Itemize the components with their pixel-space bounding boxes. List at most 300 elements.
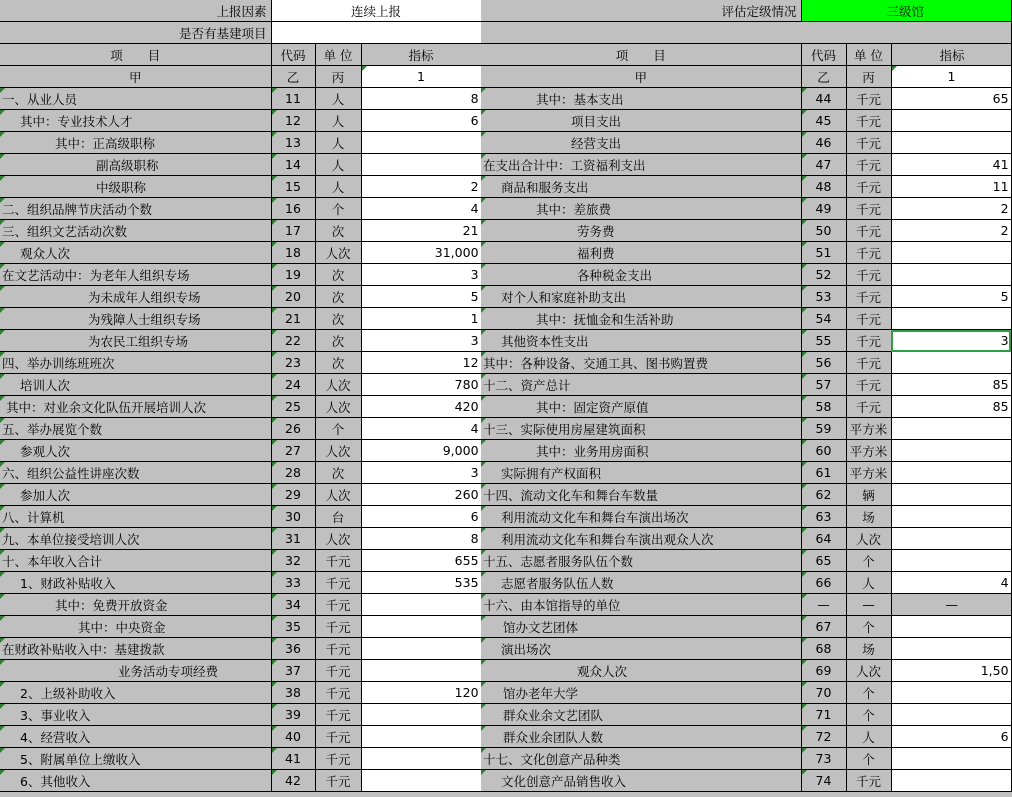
table-row — [481, 528, 1011, 550]
item-code: 38 — [271, 682, 315, 704]
item-value[interactable] — [361, 594, 481, 616]
table-row — [0, 726, 481, 748]
item-value[interactable]: 3 — [361, 462, 481, 484]
item-code: 69 — [801, 660, 846, 682]
item-value[interactable]: 6 — [361, 506, 481, 528]
item-label: 四、举办训练班班次 — [0, 352, 271, 374]
item-unit: 千元 — [315, 726, 361, 748]
item-code: 21 — [271, 308, 315, 330]
item-label: 商品和服务支出 — [481, 176, 801, 198]
item-value[interactable] — [891, 528, 1011, 550]
item-unit: 千元 — [315, 594, 361, 616]
item-value[interactable] — [891, 352, 1011, 374]
table-row — [0, 154, 481, 176]
item-code: 73 — [801, 748, 846, 770]
item-label: 副高级职称 — [0, 154, 271, 176]
item-unit: 千元 — [846, 88, 891, 110]
item-unit: 千元 — [846, 374, 891, 396]
item-label: 利用流动文化车和舞台车演出场次 — [481, 506, 801, 528]
item-label: 九、本单位接受培训人次 — [0, 528, 271, 550]
item-code: 19 — [271, 264, 315, 286]
item-code: 41 — [271, 748, 315, 770]
item-value[interactable]: — — [891, 594, 1011, 616]
table-row — [481, 176, 1011, 198]
item-unit: 千元 — [846, 264, 891, 286]
item-value[interactable] — [891, 418, 1011, 440]
item-value[interactable]: 5 — [361, 286, 481, 308]
item-unit: 个 — [846, 682, 891, 704]
item-label: 劳务费 — [481, 220, 801, 242]
item-unit: 千元 — [846, 176, 891, 198]
header-row-rating — [481, 0, 1011, 22]
item-code: 13 — [271, 132, 315, 154]
item-value[interactable]: 5 — [891, 286, 1011, 308]
item-unit: 人次 — [315, 374, 361, 396]
item-unit: 次 — [315, 462, 361, 484]
table-row — [0, 638, 481, 660]
item-label: 其中：正高级职称 — [0, 132, 271, 154]
item-code: 14 — [271, 154, 315, 176]
table-row — [481, 748, 1011, 770]
right-table — [481, 0, 1012, 792]
table-row — [0, 418, 481, 440]
table-row — [481, 594, 1011, 616]
item-value[interactable]: 12 — [361, 352, 481, 374]
item-label: 十三、实际使用房屋建筑面积 — [481, 418, 801, 440]
item-label: 2、上级补助收入 — [0, 682, 271, 704]
item-code: 61 — [801, 462, 846, 484]
item-code: 32 — [271, 550, 315, 572]
table-row — [0, 528, 481, 550]
item-label: 十、本年收入合计 — [0, 550, 271, 572]
table-row — [481, 440, 1011, 462]
col-item-index: 甲 — [0, 66, 271, 88]
item-label: 5、附属单位上缴收入 — [0, 748, 271, 770]
table-row — [481, 154, 1011, 176]
item-unit: 千元 — [315, 748, 361, 770]
table-row — [481, 220, 1011, 242]
item-value[interactable] — [891, 440, 1011, 462]
table-row — [481, 198, 1011, 220]
column-header-row-right — [481, 44, 1011, 66]
col-item-header: 项 目 — [0, 44, 271, 66]
item-label: 八、计算机 — [0, 506, 271, 528]
item-unit: 人次 — [315, 396, 361, 418]
table-row — [0, 462, 481, 484]
table-row — [0, 682, 481, 704]
capital-project-label: 是否有基建项目 — [0, 22, 271, 44]
table-row — [0, 550, 481, 572]
item-value[interactable] — [361, 616, 481, 638]
item-value[interactable]: 65 — [891, 88, 1011, 110]
item-code: 33 — [271, 572, 315, 594]
item-value[interactable] — [361, 726, 481, 748]
item-label: 6、其他收入 — [0, 770, 271, 792]
item-label: 十二、资产总计 — [481, 374, 801, 396]
table-row — [0, 88, 481, 110]
table-row — [481, 704, 1011, 726]
item-unit: 人次 — [846, 528, 891, 550]
table-row — [0, 660, 481, 682]
item-unit: 千元 — [846, 220, 891, 242]
item-label: 十四、流动文化车和舞台车数量 — [481, 484, 801, 506]
table-row — [481, 396, 1011, 418]
item-code: 40 — [271, 726, 315, 748]
item-code: 25 — [271, 396, 315, 418]
item-unit: 人次 — [315, 528, 361, 550]
item-code: 66 — [801, 572, 846, 594]
item-code: 68 — [801, 638, 846, 660]
item-value[interactable]: 1,50 — [891, 660, 1011, 682]
item-label: 中级职称 — [0, 176, 271, 198]
column-index-row-right — [481, 66, 1011, 88]
item-value[interactable]: 2 — [361, 176, 481, 198]
item-code: 34 — [271, 594, 315, 616]
table-row — [0, 198, 481, 220]
item-code: 67 — [801, 616, 846, 638]
item-code: 48 — [801, 176, 846, 198]
table-row — [481, 132, 1011, 154]
item-value[interactable] — [891, 704, 1011, 726]
item-unit: 人 — [315, 154, 361, 176]
item-unit: 千元 — [315, 682, 361, 704]
left-table — [0, 0, 482, 792]
item-label: 在财政补贴收入中：基建拨款 — [0, 638, 271, 660]
item-code: 64 — [801, 528, 846, 550]
item-label: 福利费 — [481, 242, 801, 264]
item-code: 56 — [801, 352, 846, 374]
table-row — [481, 242, 1011, 264]
item-unit: 人 — [315, 132, 361, 154]
item-unit: 平方米 — [846, 462, 891, 484]
table-row — [0, 506, 481, 528]
item-label: 其中：基本支出 — [481, 88, 801, 110]
report-factor-value[interactable]: 连续上报 — [271, 0, 481, 22]
item-code: 18 — [271, 242, 315, 264]
item-value[interactable]: 120 — [361, 682, 481, 704]
column-index-row — [0, 66, 481, 88]
table-row — [0, 770, 481, 792]
table-row — [0, 286, 481, 308]
item-value[interactable]: 85 — [891, 396, 1011, 418]
item-value[interactable] — [891, 748, 1011, 770]
col-indicator-header: 指标 — [891, 44, 1011, 66]
item-code: 52 — [801, 264, 846, 286]
item-label: 五、举办展览个数 — [0, 418, 271, 440]
item-label: 培训人次 — [0, 374, 271, 396]
item-value[interactable] — [361, 638, 481, 660]
item-unit: 千元 — [315, 572, 361, 594]
item-value[interactable] — [891, 616, 1011, 638]
item-value[interactable]: 3 — [891, 330, 1011, 352]
item-code: 46 — [801, 132, 846, 154]
item-label: 经营支出 — [481, 132, 801, 154]
item-label: 在支出合计中：工资福利支出 — [481, 154, 801, 176]
item-value[interactable] — [891, 638, 1011, 660]
item-label: 各种税金支出 — [481, 264, 801, 286]
item-code: 54 — [801, 308, 846, 330]
item-value[interactable]: 420 — [361, 396, 481, 418]
item-label: 业务活动专项经费 — [0, 660, 271, 682]
table-row — [481, 110, 1011, 132]
rating-value[interactable]: 三级馆 — [801, 0, 1011, 22]
item-unit: 平方米 — [846, 418, 891, 440]
table-row — [0, 572, 481, 594]
item-label: 十七、文化创意产品种类 — [481, 748, 801, 770]
col-indicator-index: 1 — [891, 66, 1011, 88]
item-unit: 千元 — [846, 396, 891, 418]
item-unit: 千元 — [315, 660, 361, 682]
item-value[interactable]: 1 — [361, 308, 481, 330]
item-unit: 千元 — [846, 330, 891, 352]
item-value[interactable] — [891, 242, 1011, 264]
item-code: 45 — [801, 110, 846, 132]
column-header-row — [0, 44, 481, 66]
item-label: 对个人和家庭补助支出 — [481, 286, 801, 308]
table-row — [0, 352, 481, 374]
item-unit: 人 — [315, 88, 361, 110]
item-value[interactable] — [891, 550, 1011, 572]
item-label: 馆办老年大学 — [481, 682, 801, 704]
item-value[interactable]: 535 — [361, 572, 481, 594]
item-value[interactable]: 6 — [361, 110, 481, 132]
item-unit: 次 — [315, 308, 361, 330]
item-unit: 辆 — [846, 484, 891, 506]
item-value[interactable] — [891, 308, 1011, 330]
table-row — [0, 264, 481, 286]
table-row — [481, 462, 1011, 484]
col-code-index: 乙 — [271, 66, 315, 88]
item-value[interactable] — [361, 770, 481, 792]
item-value[interactable]: 6 — [891, 726, 1011, 748]
item-value[interactable]: 3 — [361, 264, 481, 286]
item-label: 参加人次 — [0, 484, 271, 506]
item-unit: 次 — [315, 220, 361, 242]
item-unit: 人 — [315, 176, 361, 198]
table-row — [481, 660, 1011, 682]
item-label: 其中：对业余文化队伍开展培训人次 — [0, 396, 271, 418]
table-row — [0, 330, 481, 352]
item-label: 演出场次 — [481, 638, 801, 660]
table-row — [0, 242, 481, 264]
item-label: 群众业余团队人数 — [481, 726, 801, 748]
item-unit: 人次 — [846, 660, 891, 682]
item-value[interactable]: 4 — [361, 418, 481, 440]
item-label: 其中：差旅费 — [481, 198, 801, 220]
item-code: 31 — [271, 528, 315, 550]
item-unit: 人次 — [315, 440, 361, 462]
item-value[interactable]: 8 — [361, 88, 481, 110]
item-code: 37 — [271, 660, 315, 682]
table-row — [481, 330, 1011, 352]
item-code: 39 — [271, 704, 315, 726]
item-unit: 次 — [315, 330, 361, 352]
item-code: 20 — [271, 286, 315, 308]
item-label: 馆办文艺团体 — [481, 616, 801, 638]
table-row — [481, 770, 1011, 792]
item-label: 观众人次 — [0, 242, 271, 264]
item-value[interactable]: 260 — [361, 484, 481, 506]
item-value[interactable] — [891, 264, 1011, 286]
item-unit: 个 — [846, 616, 891, 638]
item-code: 28 — [271, 462, 315, 484]
item-code: — — [801, 594, 846, 616]
item-value[interactable] — [361, 704, 481, 726]
table-row — [481, 506, 1011, 528]
table-row — [0, 616, 481, 638]
item-label: 十五、志愿者服务队伍个数 — [481, 550, 801, 572]
item-unit: 次 — [315, 264, 361, 286]
table-row — [0, 374, 481, 396]
item-value[interactable] — [891, 506, 1011, 528]
col-indicator-index: 1 — [361, 66, 481, 88]
item-code: 50 — [801, 220, 846, 242]
item-code: 29 — [271, 484, 315, 506]
item-unit: 千元 — [315, 704, 361, 726]
table-row — [0, 748, 481, 770]
item-label: 实际拥有产权面积 — [481, 462, 801, 484]
item-code: 60 — [801, 440, 846, 462]
item-code: 58 — [801, 396, 846, 418]
item-unit: 千元 — [846, 308, 891, 330]
col-item-index: 甲 — [481, 66, 801, 88]
item-value[interactable] — [891, 132, 1011, 154]
item-unit: 次 — [315, 286, 361, 308]
item-value[interactable]: 2 — [891, 220, 1011, 242]
item-code: 22 — [271, 330, 315, 352]
item-value[interactable]: 2 — [891, 198, 1011, 220]
item-label: 六、组织公益性讲座次数 — [0, 462, 271, 484]
item-value[interactable] — [891, 462, 1011, 484]
item-label: 4、经营收入 — [0, 726, 271, 748]
item-code: 74 — [801, 770, 846, 792]
item-unit: — — [846, 594, 891, 616]
item-code: 49 — [801, 198, 846, 220]
col-unit-index: 丙 — [315, 66, 361, 88]
item-value[interactable]: 9,000 — [361, 440, 481, 462]
item-code: 16 — [271, 198, 315, 220]
item-code: 11 — [271, 88, 315, 110]
item-value[interactable]: 85 — [891, 374, 1011, 396]
table-row — [481, 286, 1011, 308]
table-row — [481, 484, 1011, 506]
item-value[interactable] — [891, 110, 1011, 132]
header-row-capital-project — [0, 22, 481, 44]
item-unit: 次 — [315, 352, 361, 374]
table-row — [481, 264, 1011, 286]
item-label: 项目支出 — [481, 110, 801, 132]
item-unit: 人 — [846, 572, 891, 594]
item-value[interactable]: 11 — [891, 176, 1011, 198]
header-row-blank — [481, 22, 1011, 44]
table-row — [481, 682, 1011, 704]
table-row — [481, 374, 1011, 396]
item-label: 利用流动文化车和舞台车演出观众人次 — [481, 528, 801, 550]
table-row — [0, 594, 481, 616]
item-value[interactable]: 41 — [891, 154, 1011, 176]
table-row — [0, 220, 481, 242]
table-row — [481, 418, 1011, 440]
report-factor-label: 上报因素 — [0, 0, 271, 22]
item-label: 文化创意产品销售收入 — [481, 770, 801, 792]
item-value[interactable]: 21 — [361, 220, 481, 242]
item-unit: 千元 — [846, 110, 891, 132]
item-value[interactable]: 3 — [361, 330, 481, 352]
item-code: 63 — [801, 506, 846, 528]
table-row — [0, 110, 481, 132]
item-code: 47 — [801, 154, 846, 176]
table-row — [481, 572, 1011, 594]
item-unit: 个 — [846, 550, 891, 572]
item-code: 42 — [271, 770, 315, 792]
item-code: 30 — [271, 506, 315, 528]
item-value[interactable] — [361, 748, 481, 770]
item-unit: 人次 — [315, 484, 361, 506]
item-unit: 千元 — [846, 352, 891, 374]
item-unit: 千元 — [846, 198, 891, 220]
item-code: 65 — [801, 550, 846, 572]
item-unit: 个 — [315, 198, 361, 220]
item-value[interactable]: 655 — [361, 550, 481, 572]
item-value[interactable]: 8 — [361, 528, 481, 550]
item-label: 其中：业务用房面积 — [481, 440, 801, 462]
item-label: 其中：免费开放资金 — [0, 594, 271, 616]
item-value[interactable]: 780 — [361, 374, 481, 396]
item-unit: 千元 — [846, 286, 891, 308]
item-value[interactable] — [361, 154, 481, 176]
item-unit: 个 — [846, 704, 891, 726]
item-value[interactable] — [891, 484, 1011, 506]
item-label: 其中：固定资产原值 — [481, 396, 801, 418]
item-unit: 千元 — [846, 770, 891, 792]
item-value[interactable] — [361, 660, 481, 682]
item-label: 观众人次 — [481, 660, 801, 682]
item-code: 23 — [271, 352, 315, 374]
item-value[interactable] — [891, 770, 1011, 792]
table-row — [0, 396, 481, 418]
col-unit-header: 单 位 — [315, 44, 361, 66]
header-row-report-factor — [0, 0, 481, 22]
item-unit: 千元 — [315, 616, 361, 638]
capital-project-value[interactable] — [271, 22, 481, 44]
item-label: 3、事业收入 — [0, 704, 271, 726]
item-value[interactable]: 4 — [891, 572, 1011, 594]
item-code: 15 — [271, 176, 315, 198]
item-label: 参观人次 — [0, 440, 271, 462]
item-code: 17 — [271, 220, 315, 242]
item-code: 62 — [801, 484, 846, 506]
item-unit: 人 — [846, 726, 891, 748]
item-value[interactable]: 31,000 — [361, 242, 481, 264]
item-unit: 台 — [315, 506, 361, 528]
item-label: 其中：抚恤金和生活补助 — [481, 308, 801, 330]
rating-label: 评估定级情况 — [481, 0, 801, 22]
item-label: 志愿者服务队伍人数 — [481, 572, 801, 594]
item-value[interactable]: 4 — [361, 198, 481, 220]
item-code: 55 — [801, 330, 846, 352]
table-row — [481, 726, 1011, 748]
item-unit: 千元 — [846, 154, 891, 176]
item-code: 57 — [801, 374, 846, 396]
item-label: 二、组织品牌节庆活动个数 — [0, 198, 271, 220]
item-unit: 场 — [846, 506, 891, 528]
item-value[interactable] — [361, 132, 481, 154]
table-row — [481, 308, 1011, 330]
item-value[interactable] — [891, 682, 1011, 704]
item-unit: 平方米 — [846, 440, 891, 462]
col-code-header: 代码 — [801, 44, 846, 66]
item-code: 53 — [801, 286, 846, 308]
